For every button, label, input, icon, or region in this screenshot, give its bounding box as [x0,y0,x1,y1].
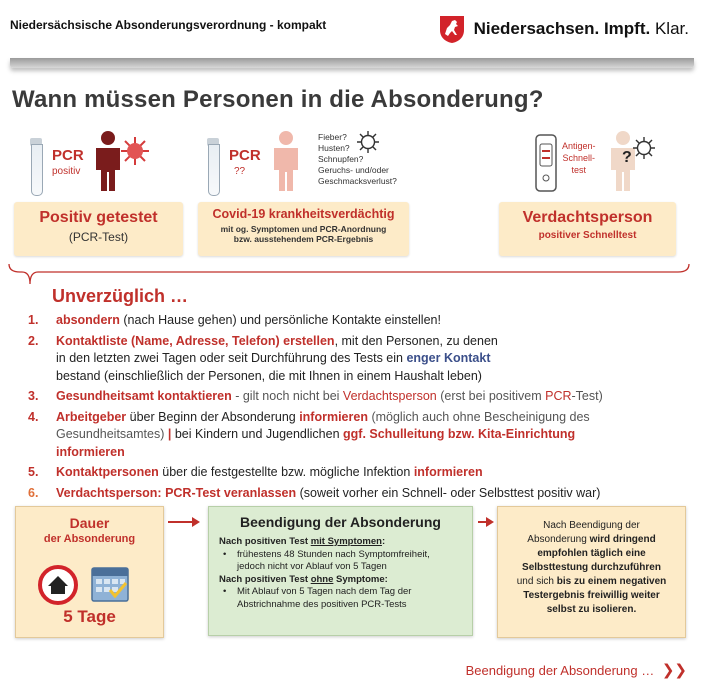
step-text: in den letzten zwei Tagen oder seit Durchführung des Tests ein [56,351,407,365]
case-card-title: Verdachtsperson [522,209,653,226]
calendar-icon [90,563,130,603]
antigen-test-icon [535,134,557,192]
step-text: (möglich auch ohne Bescheinigung des [367,409,590,424]
immediately-heading: Unverzüglich … [52,286,189,306]
step-item [28,388,698,406]
pcr-tag-title: PCR [229,147,261,164]
pcr-tag-sub: positiv [52,166,81,177]
step-emphasis: Verdachtsperson: PCR-Test veranlassen [56,485,297,500]
virus-icon [356,130,380,154]
step-emphasis: informieren [56,444,125,459]
step-emphasis: Gesundheitsamt kontaktieren [56,389,232,403]
step-text: - gilt noch nicht bei [231,389,343,403]
note-text: Absonderung [527,534,590,545]
pcr-tag-sub: ?? [234,166,246,177]
note-bold: freiwillig weiter [587,590,660,601]
brand [438,12,689,46]
duration-box [15,506,164,638]
symptom-item: Schnupfen? [318,154,364,164]
step-text: bei Kindern und Jugendlichen [171,427,344,441]
bullet-text: frühestens 48 Stunden nach Symptomfreiheit, [237,548,430,560]
without-symptoms-heading [219,574,472,587]
step-number: 2. [28,333,39,348]
bullet-text: Abstrichnahme des positiven PCR-Tests [237,598,407,610]
bullet-item: • Mit Ablauf von 5 Tagen nach dem Tag der Abstrichnahme des positiven PCR-Tests [223,586,412,610]
case-card-sub-1: mit og. Symptomen und PCR-Anordnung [220,224,387,234]
bullet-item: • frühestens 48 Stunden nach Symptomfreiheit, jedoch nicht vor Ablauf von 5 Tagen [223,548,430,572]
note-bold: bis zu einem negativen [556,576,667,587]
virus-icon [632,136,656,160]
step-emphasis: informieren [299,409,368,424]
symptom-item: Geschmacksverlust? [318,176,397,186]
brand-slogan [474,19,689,39]
heading-underlined: ohne [310,573,334,585]
next-page-link-text[interactable]: Beendigung der Absonderung … [465,663,655,678]
end-box-title: Beendigung der Absonderung [240,514,441,530]
step-text: -Test) [571,389,603,403]
recommendation-text [498,519,685,617]
step-number: 4. [28,409,39,424]
next-page-link[interactable] [466,661,687,679]
antigen-tag [562,140,596,176]
main-heading: Wann müssen Personen in die Absonderung? [12,86,544,113]
step-item [28,333,698,386]
virus-icon [120,136,150,166]
case-card-sub: positiver Schnelltest [538,230,637,241]
step-emphasis: PCR [545,389,572,403]
step-emphasis: Kontaktpersonen [56,465,159,479]
case-card-suspected [198,202,409,256]
step-emphasis: absondern [56,313,120,327]
heading-text: Nach positiven Test [219,573,311,585]
symptom-item: Geruchs- und/oder [318,165,389,175]
arrow-right-icon [168,521,198,523]
step-emphasis: informieren [413,465,483,479]
recommendation-box [497,506,686,638]
note-bold: wird dringend [589,534,656,545]
case-card-title: Positiv getestet [39,209,158,226]
step-emphasis: Arbeitgeber [56,409,127,424]
symptom-item: Husten? [318,143,350,153]
antigen-tag-line: test [571,165,587,175]
step-emphasis: Kontaktliste (Name, Adresse, Telefon) erstellen [56,333,335,348]
step-item [28,485,698,503]
symptom-item: Fieber? [318,132,347,142]
step-emphasis-blue: enger Kontakt [406,351,491,365]
note-line: Nach Beendigung der [543,520,640,531]
note-text: und sich [516,576,557,587]
double-chevron-icon[interactable]: ❯❯ [661,662,687,679]
note-line [498,589,685,603]
antigen-tag-line: Schnell- [562,153,596,163]
case-card-positive [14,202,183,256]
end-box-content [219,536,472,611]
note-bold: Testergebnis [523,590,588,601]
brand-slogan-bold: Niedersachsen. Impft. [473,19,651,38]
step-text: (nach Hause gehen) und persönliche Kontakte einstellen! [119,313,441,327]
step-item [28,409,698,462]
note-line: Selbsttestung durchzuführen [522,562,661,573]
case-card-sub-2: bzw. ausstehendem PCR-Ergebnis [233,234,374,244]
test-tube-icon [208,144,220,196]
step-text: (erst bei positivem [436,389,546,403]
with-symptoms-heading [219,536,472,549]
step-number: 3. [28,389,39,403]
step-text: (soweit vorher ein Schnell- oder Selbsttest positiv war) [296,485,601,500]
step-text: Gesundheitsamtes) [56,427,168,441]
step-text: , mit den Personen, zu denen [334,333,498,348]
heading-text: Nach positiven Test [219,536,311,547]
step-text: über die festgestellte bzw. mögliche Infektion [158,465,414,479]
arrow-right-icon [478,521,492,523]
header-shadow-bar [10,58,694,68]
note-line [498,533,685,547]
step-number: 1. [28,313,39,327]
case-card-antigen [499,202,676,256]
document-title: Niedersächsische Absonderungsverordnung - kompakt [10,18,327,32]
pcr-tag-title: PCR [52,147,84,164]
step-number: 5. [28,465,39,479]
bullet-text: jedoch nicht vor Ablauf von 5 Tagen [237,561,387,572]
duration-days: 5 Tage [63,607,116,626]
duration-title: Dauer [69,515,110,531]
test-tube-icon [31,144,43,196]
header-bar [0,0,709,60]
bullet-text: Mit Ablauf von 5 Tagen nach dem Tag der [237,586,412,597]
note-line [498,575,685,589]
steps-list [28,312,698,502]
heading-underlined: mit Symptomen [310,536,382,547]
note-line: empfohlen täglich eine [537,548,646,559]
step-text: über Beginn der Absonderung [126,409,300,424]
svg-text:?: ? [622,149,632,166]
step-separator: | [167,427,172,441]
note-line: selbst zu isolieren. [546,604,637,615]
heading-text: Symptome: [333,573,388,585]
brand-slogan-light: Klar. [654,19,689,38]
niedersachsen-horse-logo [438,14,466,44]
step-item [28,464,698,482]
step-number: 6. [28,485,39,500]
house-icon [38,565,78,605]
duration-sub: der Absonderung [43,533,136,545]
step-emphasis: ggf. Schulleitung bzw. Kita-Einrichtung [343,427,576,441]
person-icon [270,130,302,192]
end-of-isolation-box [208,506,473,636]
step-text: bestand (einschließlich der Personen, die mit Ihnen in einem Haushalt leben) [56,368,482,383]
case-card-title: Covid-19 krankheitsverdächtig [212,207,395,221]
case-card-sub: (PCR-Test) [68,230,129,244]
antigen-tag-line: Antigen- [562,141,596,151]
heading-text: : [381,536,386,547]
step-emphasis: Verdachtsperson [342,389,437,403]
step-item [28,312,698,330]
